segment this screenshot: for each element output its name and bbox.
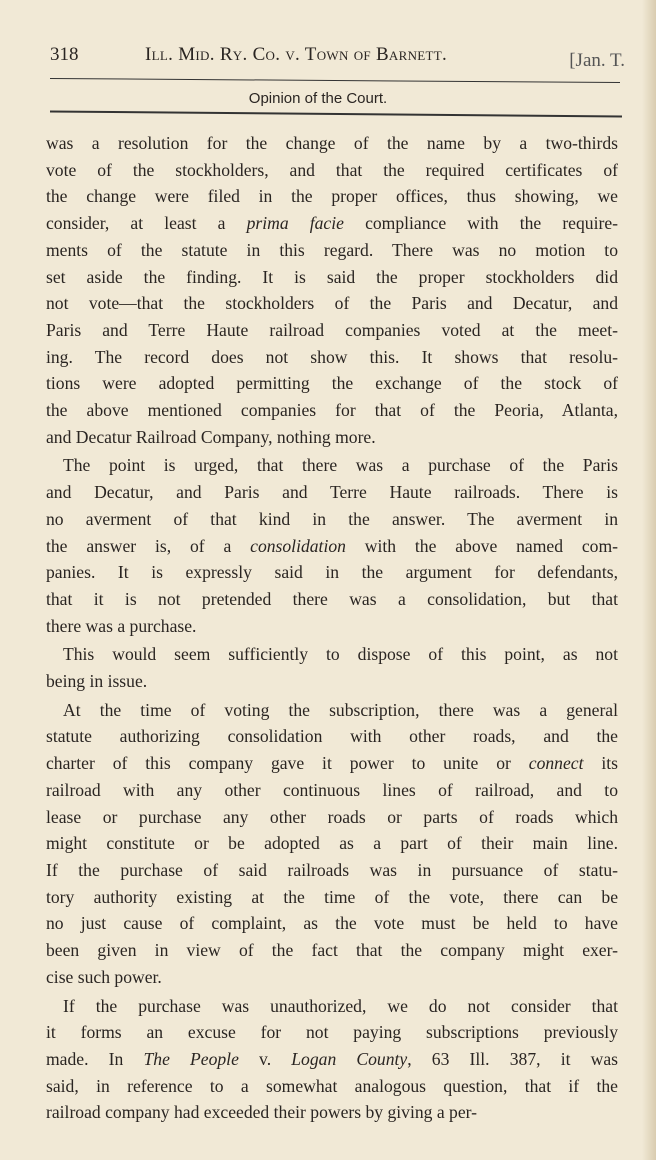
- text-segment: it forms an excuse for not paying subscriptions previously: [46, 1022, 618, 1043]
- italic-text: consolidation: [250, 535, 346, 556]
- text-line: [46, 210, 618, 237]
- text-segment: and Decatur, and Paris and Terre Haute railroads. There is: [46, 482, 618, 503]
- paragraph: [46, 130, 618, 450]
- text-line: [46, 130, 618, 157]
- italic-text: connect: [528, 753, 584, 774]
- term-label: [Jan. T.: [569, 50, 625, 71]
- text-segment: tions were adopted permitting the exchange of the stock of: [46, 373, 618, 394]
- paragraph: [46, 452, 618, 639]
- text-segment: with the above named com-: [345, 535, 618, 556]
- text-line: [46, 804, 618, 831]
- text-segment: railroad with any other continuous lines of railroad, and to: [46, 779, 618, 800]
- text-line: [46, 452, 618, 479]
- text-line: [46, 1046, 618, 1073]
- text-segment: statute authorizing consolidation with other roads, and the: [46, 726, 618, 747]
- text-line: [46, 586, 618, 613]
- text-segment: the answer is, of a: [46, 535, 251, 556]
- text-line: [46, 750, 618, 777]
- text-segment: v.: [238, 1048, 292, 1069]
- text-line: [46, 1073, 618, 1100]
- text-segment: vote of the stockholders, and that the required certificates of: [46, 159, 618, 180]
- paragraph: [46, 697, 618, 991]
- text-line: [46, 264, 618, 291]
- text-line: [46, 237, 618, 264]
- text-line: [46, 559, 618, 586]
- italic-text: prima facie: [246, 213, 344, 234]
- text-segment: been given in view of the fact that the company might exer-: [46, 940, 618, 961]
- opinion-text: [46, 130, 618, 1128]
- italic-text: The People: [143, 1048, 239, 1069]
- text-line: [46, 668, 618, 695]
- text-line: [46, 506, 618, 533]
- text-segment: might constitute or be adopted as a part of their main line.: [46, 833, 618, 854]
- section-heading: Opinion of the Court.: [248, 90, 388, 107]
- text-segment: ments of the statute in this regard. There was no motion to: [46, 239, 618, 260]
- text-segment: its: [583, 753, 618, 774]
- text-segment: panies. It is expressly said in the argument for defendants,: [46, 562, 618, 583]
- text-segment: that it is not pretended there was a consolidation, but that: [46, 588, 618, 609]
- text-line: [46, 1019, 618, 1046]
- text-segment: compliance with the require-: [343, 213, 618, 234]
- text-line: [46, 613, 618, 640]
- text-line: [46, 937, 618, 964]
- text-line: [46, 723, 618, 750]
- text-segment: , 63 Ill. 387, it was: [407, 1048, 618, 1069]
- text-segment: set aside the finding. It is said the proper stockholders did: [46, 266, 618, 287]
- text-segment: made. In: [46, 1048, 144, 1069]
- text-segment: said, in reference to a somewhat analogous question, that if the: [46, 1075, 618, 1096]
- text-line: [46, 884, 618, 911]
- text-line: [46, 964, 618, 991]
- text-line: [46, 641, 618, 668]
- text-line: [46, 777, 618, 804]
- text-segment: no averment of that kind in the answer. The averment in: [46, 508, 618, 529]
- text-segment: charter of this company gave it power to unite or: [46, 753, 529, 774]
- running-header: [50, 44, 625, 74]
- text-line: [46, 479, 618, 506]
- text-line: [46, 533, 618, 560]
- text-line: [46, 317, 618, 344]
- text-line: [46, 424, 618, 451]
- page-edge-shadow: [642, 0, 656, 1160]
- text-segment: consider, at least a: [46, 213, 247, 234]
- text-segment: no just cause of complaint, as the vote must be held to have: [46, 913, 618, 934]
- text-line: [46, 830, 618, 857]
- header-rule-top: [50, 78, 620, 83]
- running-title: Ill. Mid. Ry. Co. v. Town of Barnett.: [145, 44, 448, 65]
- text-line: [46, 397, 618, 424]
- paragraph: [46, 993, 618, 1127]
- paragraph: [46, 641, 618, 694]
- header-rule-bottom: [50, 111, 622, 117]
- text-line: [46, 183, 618, 210]
- text-segment: At the time of voting the subscription, there was a general: [63, 699, 618, 720]
- text-line: [46, 157, 618, 184]
- text-segment: was a resolution for the change of the name by a two-thirds: [46, 133, 618, 153]
- text-segment: If the purchase of said railroads was in pursuance of statu-: [46, 859, 618, 880]
- text-line: [46, 344, 618, 371]
- text-segment: lease or purchase any other roads or parts of roads which: [46, 806, 618, 827]
- text-line: [46, 697, 618, 724]
- text-segment: The point is urged, that there was a purchase of the Paris: [63, 455, 618, 476]
- text-segment: If the purchase was unauthorized, we do not consider that: [63, 995, 618, 1016]
- text-segment: ing. The record does not show this. It shows that resolu-: [46, 346, 618, 367]
- text-line: [46, 993, 618, 1020]
- page-number: 318: [50, 44, 79, 65]
- text-segment: This would seem sufficiently to dispose of this point, as not: [63, 644, 618, 665]
- text-segment: being in issue.: [46, 671, 148, 692]
- italic-text: Logan County: [291, 1048, 408, 1069]
- text-line: [46, 290, 618, 317]
- text-segment: railroad company had exceeded their powers by giving a per-: [46, 1102, 478, 1123]
- text-line: [46, 857, 618, 884]
- text-line: [46, 370, 618, 397]
- text-segment: tory authority existing at the time of the vote, there can be: [46, 886, 618, 907]
- text-segment: there was a purchase.: [46, 615, 197, 636]
- text-segment: cise such power.: [46, 966, 162, 987]
- text-segment: and Decatur Railroad Company, nothing more.: [46, 426, 376, 447]
- text-segment: the change were filed in the proper offices, thus showing, we: [46, 186, 618, 207]
- text-line: [46, 910, 618, 937]
- text-segment: Paris and Terre Haute railroad companies voted at the meet-: [46, 319, 618, 340]
- text-line: [46, 1099, 618, 1126]
- text-segment: not vote—that the stockholders of the Paris and Decatur, and: [46, 293, 618, 314]
- text-segment: the above mentioned companies for that of the Peoria, Atlanta,: [46, 400, 618, 421]
